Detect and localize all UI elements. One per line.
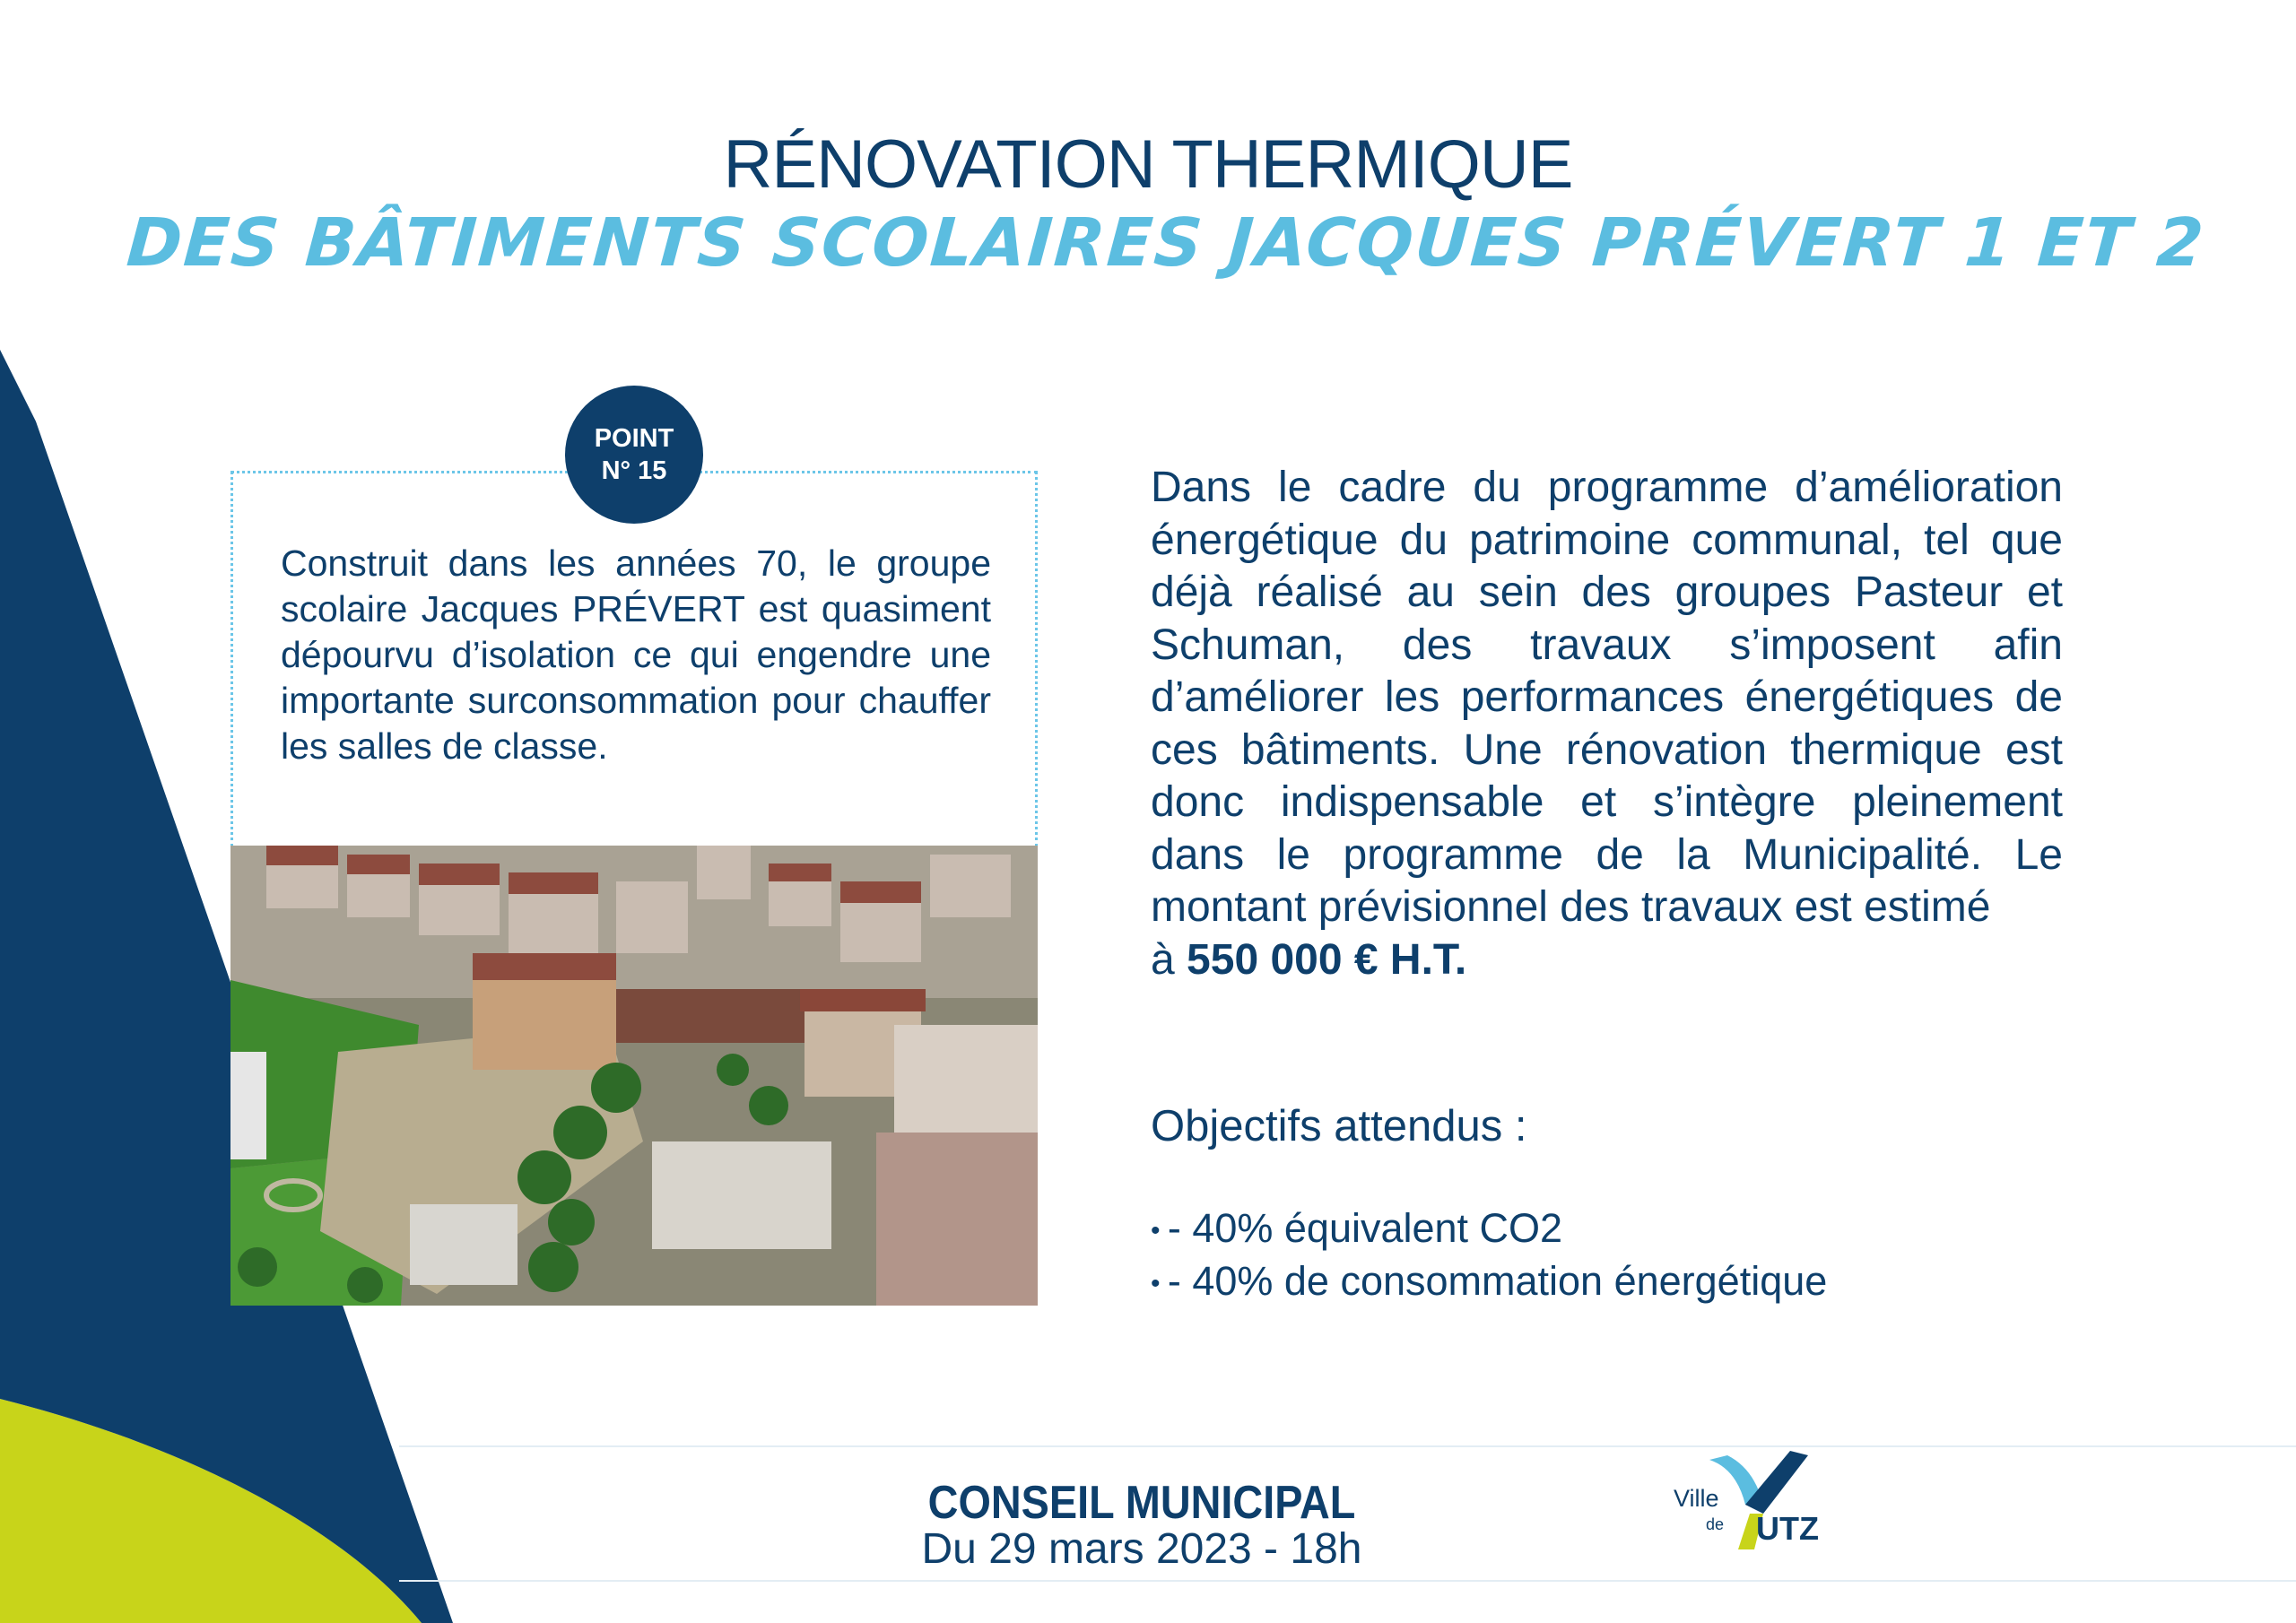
amount-prefix: à [1151,935,1175,984]
logo-de: de [1706,1515,1725,1533]
paragraph-text: Dans le cadre du programme d’amélioration énergétique du patrimoine communal, tel que déjà réalisé au sein des groupes Pasteur et Schuman, des travaux s’imposent afin d’améliorer les performances énergétiques de ces bâtiments. Une rénovation thermique est donc indispensable et s’intègre pleinement dans le programme de la Municipalité. Le montant prévisionnel des travaux est estimé [1151,464,2063,931]
badge-line-2: N° 15 [601,456,667,485]
page-title: RÉNOVATION THERMIQUE [723,126,1573,203]
estimated-amount: 550 000 € H.T. [1187,935,1467,984]
objectives-list [1151,1203,1827,1309]
page-subtitle: DES BÂTIMENTS SCOLAIRES JACQUES PRÉVERT 1 ET 2 [124,204,2208,282]
logo-utz: UTZ [1756,1510,1819,1547]
point-badge [565,386,703,524]
list-item: • - 40% équivalent CO2 [1151,1203,1827,1256]
logo-ville: Ville [1674,1485,1719,1512]
list-item: • - 40% de consommation énergétique [1151,1256,1827,1309]
footer-title: CONSEIL MUNICIPAL [927,1477,1356,1529]
objectives-title: Objectifs attendus : [1151,1102,1527,1150]
main-paragraph [1151,462,2063,986]
aerial-school-photo [230,846,1038,1306]
footer-date: Du 29 mars 2023 - 18h [921,1525,1362,1573]
badge-line-1: POINT [594,424,674,453]
card-description: Construit dans les années 70, le groupe scolaire Jacques PRÉVERT est quasiment dépourvu d’isolation ce qui engendre une importante surconsommation pour chauffer les salles de classe. [281,542,991,767]
